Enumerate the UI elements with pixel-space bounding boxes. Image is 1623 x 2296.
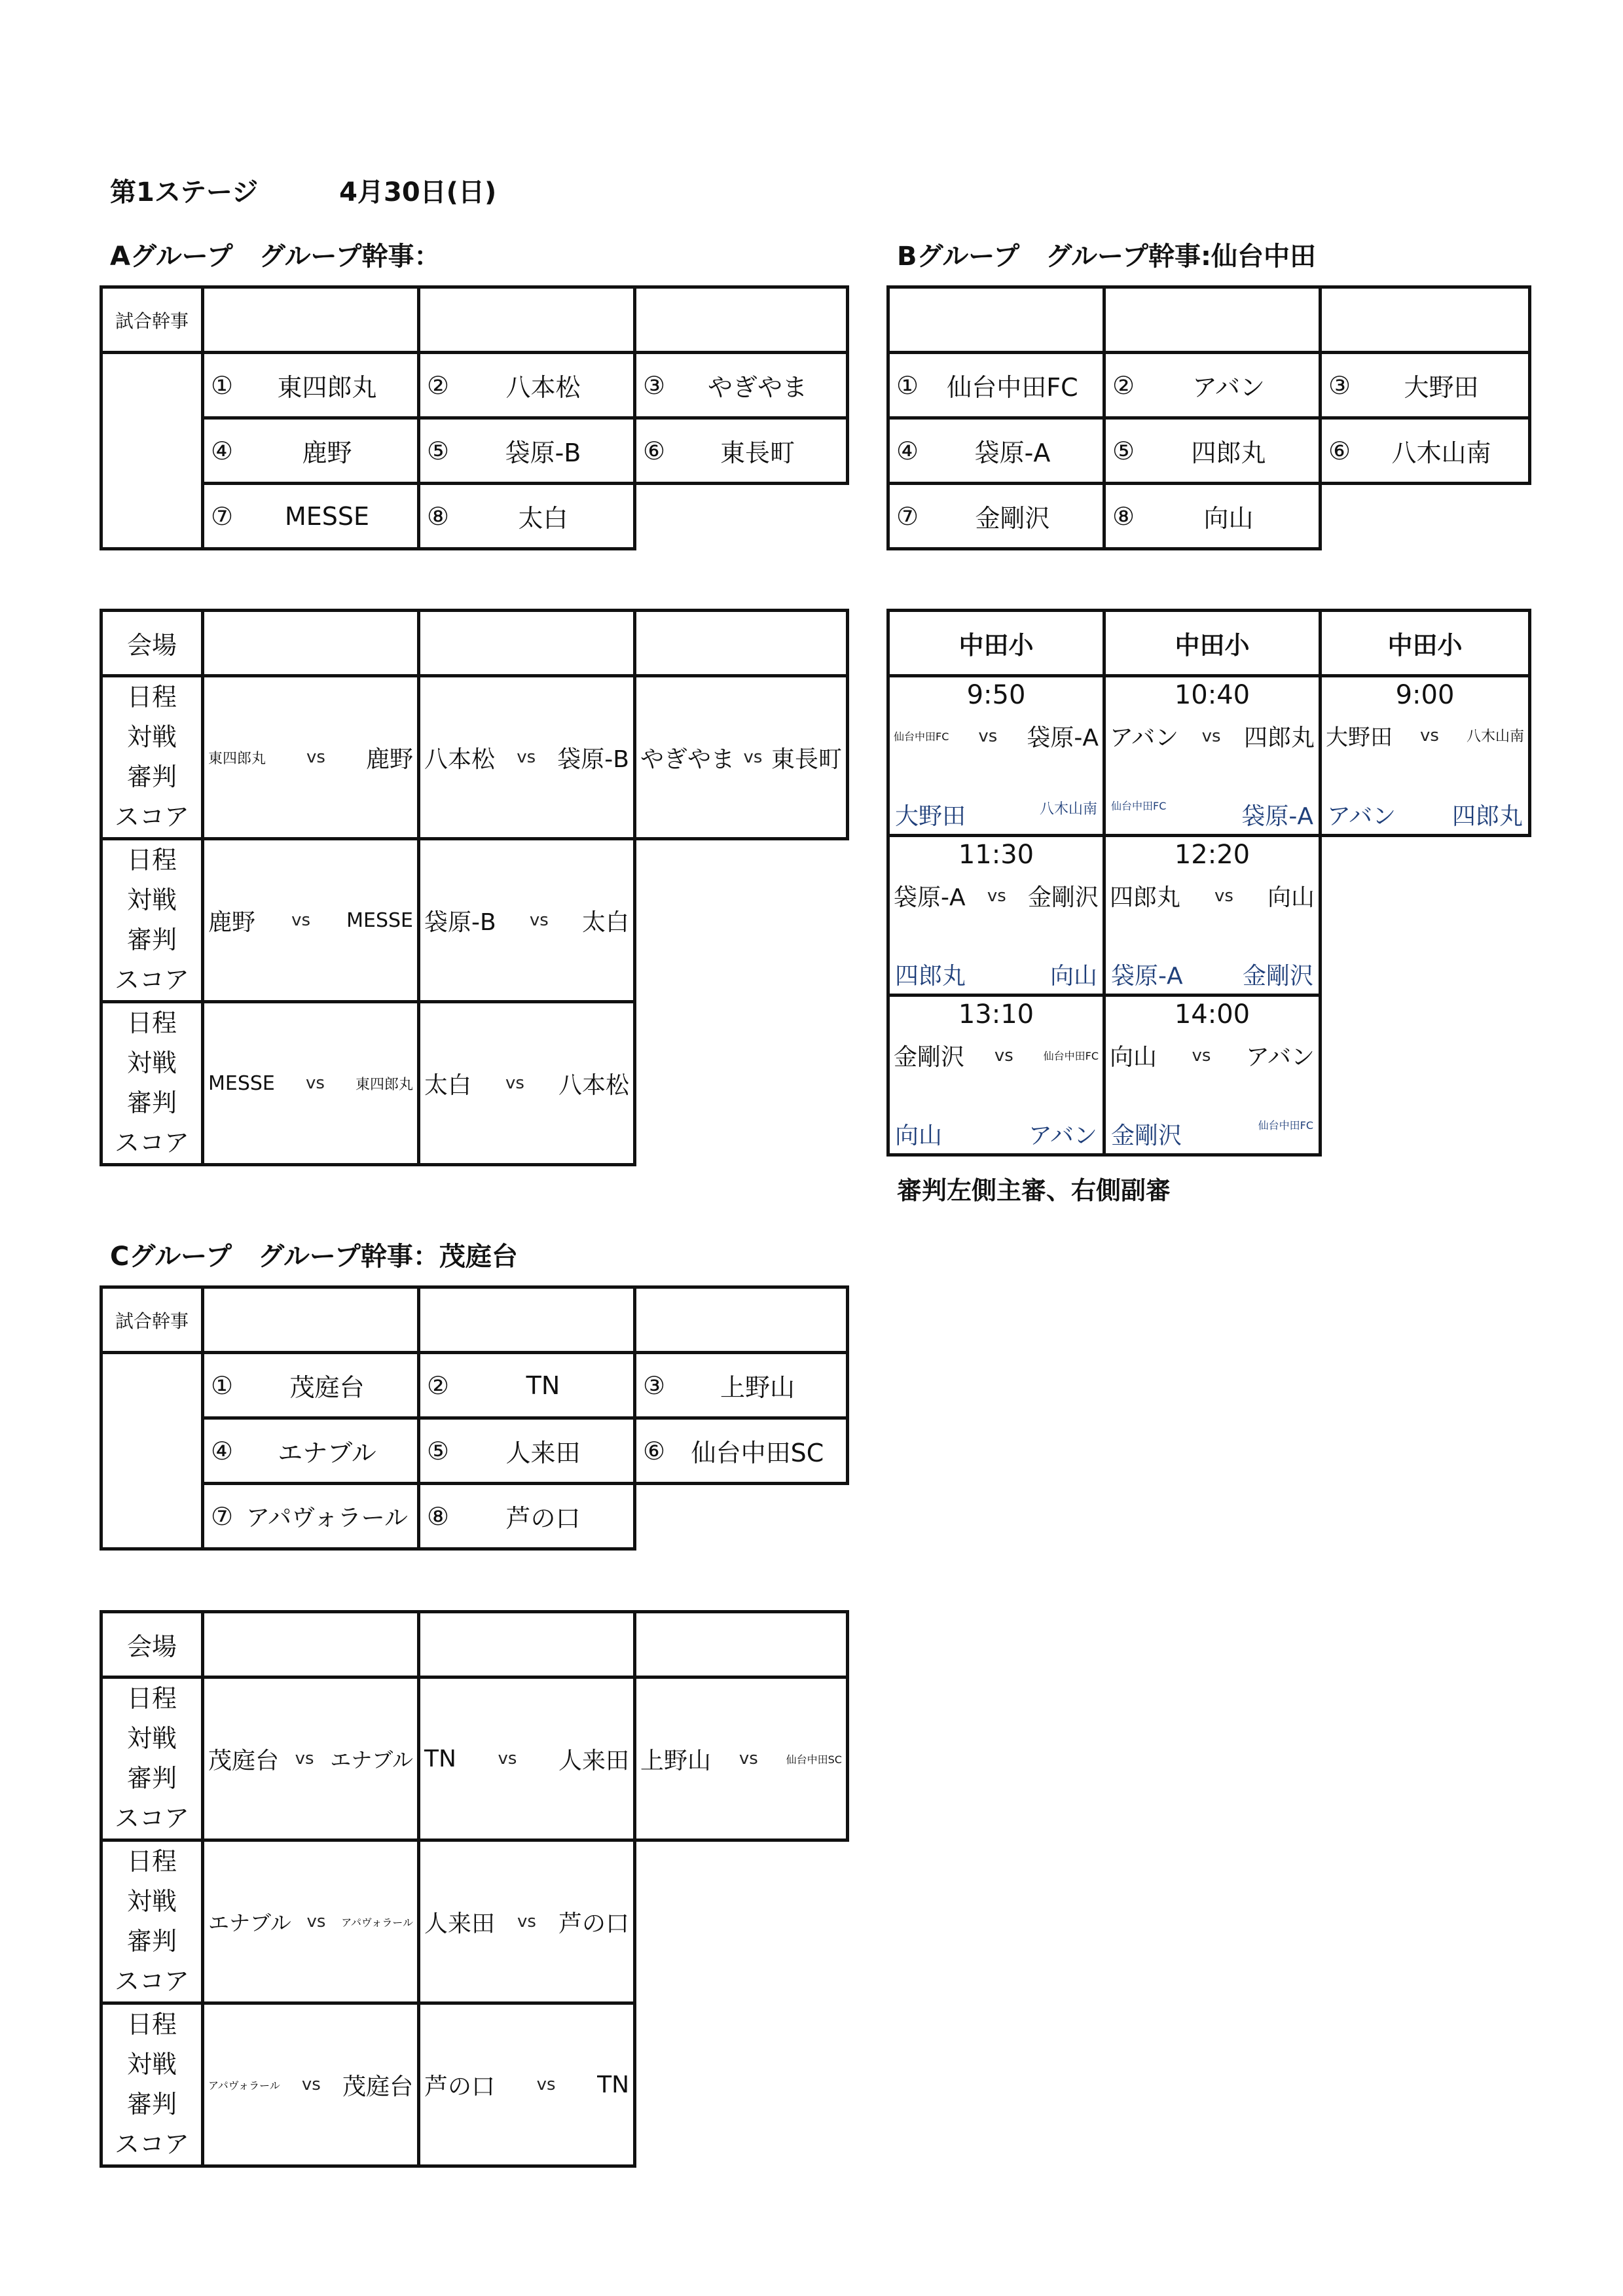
- match-time: 9:00: [1395, 680, 1455, 710]
- team-cell: ③ 上野山: [635, 1353, 848, 1418]
- row-labels: 日程 対戦 審判 スコア: [101, 2003, 203, 2166]
- secretary-cell: [203, 287, 419, 353]
- match-cell: 10:40 アバン vs 四郎丸 仙台中田FC 袋原-A: [1104, 676, 1321, 836]
- team-cell: ② アバン: [1104, 353, 1321, 418]
- venue-cell: [635, 611, 848, 676]
- match-cell: 13:10 金剛沢 vs 仙台中田FC 向山 アバン: [888, 996, 1104, 1155]
- row-labels: 日程 対戦 審判 スコア: [101, 1840, 203, 2003]
- team-cell: ⑧ 向山: [1104, 484, 1321, 549]
- team-cell: ⑤ 四郎丸: [1104, 418, 1321, 484]
- match-cell: 人来田 vs 芦の口: [419, 1840, 635, 2003]
- secretary-blank: [101, 1353, 203, 1549]
- row-labels: 日程 対戦 審判 スコア: [101, 1677, 203, 1840]
- referees: 仙台中田FC 袋原-A: [1111, 800, 1313, 830]
- group-c-title: Cグループ: [110, 1242, 232, 1272]
- secretary-cell: [888, 287, 1104, 353]
- venue-cell: [419, 611, 635, 676]
- group-a-title: Aグループ: [110, 242, 233, 272]
- match-cell: エナブル vs アパヴォラール: [203, 1840, 419, 2003]
- match-time: 14:00: [1174, 999, 1250, 1030]
- match-time: 9:50: [966, 680, 1026, 710]
- row-labels: 日程 対戦 審判 スコア: [101, 676, 203, 839]
- team-cell: ② TN: [419, 1353, 635, 1418]
- secretary-cell: [203, 1287, 419, 1353]
- match-cell: 9:00 大野田 vs 八木山南 アバン 四郎丸: [1321, 676, 1530, 836]
- group-a-team-table: [100, 285, 849, 550]
- venue-cell: [203, 611, 419, 676]
- team-cell: ⑥ 仙台中田SC: [635, 1418, 848, 1484]
- match-cell: TN vs 人来田: [419, 1677, 635, 1840]
- referees: 四郎丸 向山: [895, 963, 1097, 990]
- match-cell: 14:00 向山 vs アバン 金剛沢 仙台中田FC: [1104, 996, 1321, 1155]
- team-cell: ⑥ 八木山南: [1321, 418, 1530, 484]
- match-time: 11:30: [958, 840, 1034, 870]
- team-cell: ⑦ アパヴォラール: [203, 1484, 419, 1549]
- team-cell: ① 茂庭台: [203, 1353, 419, 1418]
- match-cell: 芦の口 vs TN: [419, 2003, 635, 2166]
- team-cell: ⑧ 太白: [419, 484, 635, 549]
- secretary-cell: [635, 1287, 848, 1353]
- group-c-heading: [110, 1236, 518, 1273]
- match-secretary-label: 試合幹事: [101, 287, 203, 353]
- secretary-cell: [1321, 287, 1530, 353]
- group-b-title: Bグループ: [897, 242, 1020, 272]
- match-cell: 上野山 vs 仙台中田SC: [635, 1677, 848, 1840]
- group-b-schedule-table: [886, 609, 1531, 1157]
- venue-label: 会場: [101, 1612, 203, 1677]
- team-cell: ⑦ 金剛沢: [888, 484, 1104, 549]
- group-b-organizer: グループ幹事:仙台中田: [1046, 242, 1317, 272]
- stage-label: 第1ステージ: [110, 177, 259, 207]
- venue-cell: [419, 1612, 635, 1677]
- match-cell: 袋原-B vs 太白: [419, 839, 635, 1002]
- team-cell: ① 仙台中田FC: [888, 353, 1104, 418]
- match-cell: 12:20 四郎丸 vs 向山 袋原-A 金剛沢: [1104, 836, 1321, 996]
- match-secretary-label: 試合幹事: [101, 1287, 203, 1353]
- team-cell: ⑤ 袋原-B: [419, 418, 635, 484]
- referees: アバン 四郎丸: [1327, 803, 1523, 830]
- team-cell: ⑧ 芦の口: [419, 1484, 635, 1549]
- referee-note: 審判左側主審、右側副審: [897, 1176, 1171, 1205]
- venue-cell: 中田小: [1104, 611, 1321, 676]
- team-cell: ⑥ 東長町: [635, 418, 848, 484]
- row-labels: 日程 対戦 審判 スコア: [101, 1002, 203, 1165]
- match-cell: 9:50 仙台中田FC vs 袋原-A 大野田 八木山南: [888, 676, 1104, 836]
- match-cell: 東四郎丸 vs 鹿野: [203, 676, 419, 839]
- referees: 向山 アバン: [895, 1122, 1097, 1149]
- match-cell: アパヴォラール vs 茂庭台: [203, 2003, 419, 2166]
- match-cell: 太白 vs 八本松: [419, 1002, 635, 1165]
- venue-cell: 中田小: [888, 611, 1104, 676]
- row-labels: 日程 対戦 審判 スコア: [101, 839, 203, 1002]
- group-a-schedule-table: [100, 609, 849, 1166]
- match-time: 12:20: [1174, 840, 1250, 870]
- referees: 袋原-A 金剛沢: [1111, 963, 1313, 990]
- secretary-cell: [1104, 287, 1321, 353]
- match-cell: 茂庭台 vs エナブル: [203, 1677, 419, 1840]
- stage-title: [110, 171, 496, 209]
- stage-date: 4月30日(日): [339, 177, 497, 207]
- venue-cell: 中田小: [1321, 611, 1530, 676]
- secretary-blank: [101, 353, 203, 549]
- match-time: 10:40: [1174, 680, 1250, 710]
- group-c-team-table: [100, 1285, 849, 1551]
- match-cell: 鹿野 vs MESSE: [203, 839, 419, 1002]
- team-cell: ③ やぎやま: [635, 353, 848, 418]
- team-cell: ④ エナブル: [203, 1418, 419, 1484]
- venue-cell: [635, 1612, 848, 1677]
- secretary-cell: [419, 287, 635, 353]
- secretary-cell: [635, 287, 848, 353]
- team-cell: ③ 大野田: [1321, 353, 1530, 418]
- group-c-schedule-table: [100, 1610, 849, 2168]
- team-cell: ④ 鹿野: [203, 418, 419, 484]
- referees: 大野田 八木山南: [895, 801, 1097, 830]
- match-cell: MESSE vs 東四郎丸: [203, 1002, 419, 1165]
- group-b-team-table: [886, 285, 1531, 550]
- group-b-heading: [897, 236, 1316, 273]
- match-cell: やぎやま vs 東長町: [635, 676, 848, 839]
- team-cell: ④ 袋原-A: [888, 418, 1104, 484]
- match-time: 13:10: [958, 999, 1034, 1030]
- team-cell: ② 八本松: [419, 353, 635, 418]
- match-cell: 11:30 袋原-A vs 金剛沢 四郎丸 向山: [888, 836, 1104, 996]
- group-a-heading: [110, 236, 441, 273]
- team-cell: ⑦ MESSE: [203, 484, 419, 549]
- venue-cell: [203, 1612, 419, 1677]
- secretary-cell: [419, 1287, 635, 1353]
- referees: 金剛沢 仙台中田FC: [1111, 1119, 1313, 1149]
- group-a-organizer: グループ幹事：: [259, 242, 441, 272]
- group-c-organizer: グループ幹事：茂庭台: [258, 1242, 518, 1272]
- venue-label: 会場: [101, 611, 203, 676]
- match-cell: 八本松 vs 袋原-B: [419, 676, 635, 839]
- team-cell: ① 東四郎丸: [203, 353, 419, 418]
- team-cell: ⑤ 人来田: [419, 1418, 635, 1484]
